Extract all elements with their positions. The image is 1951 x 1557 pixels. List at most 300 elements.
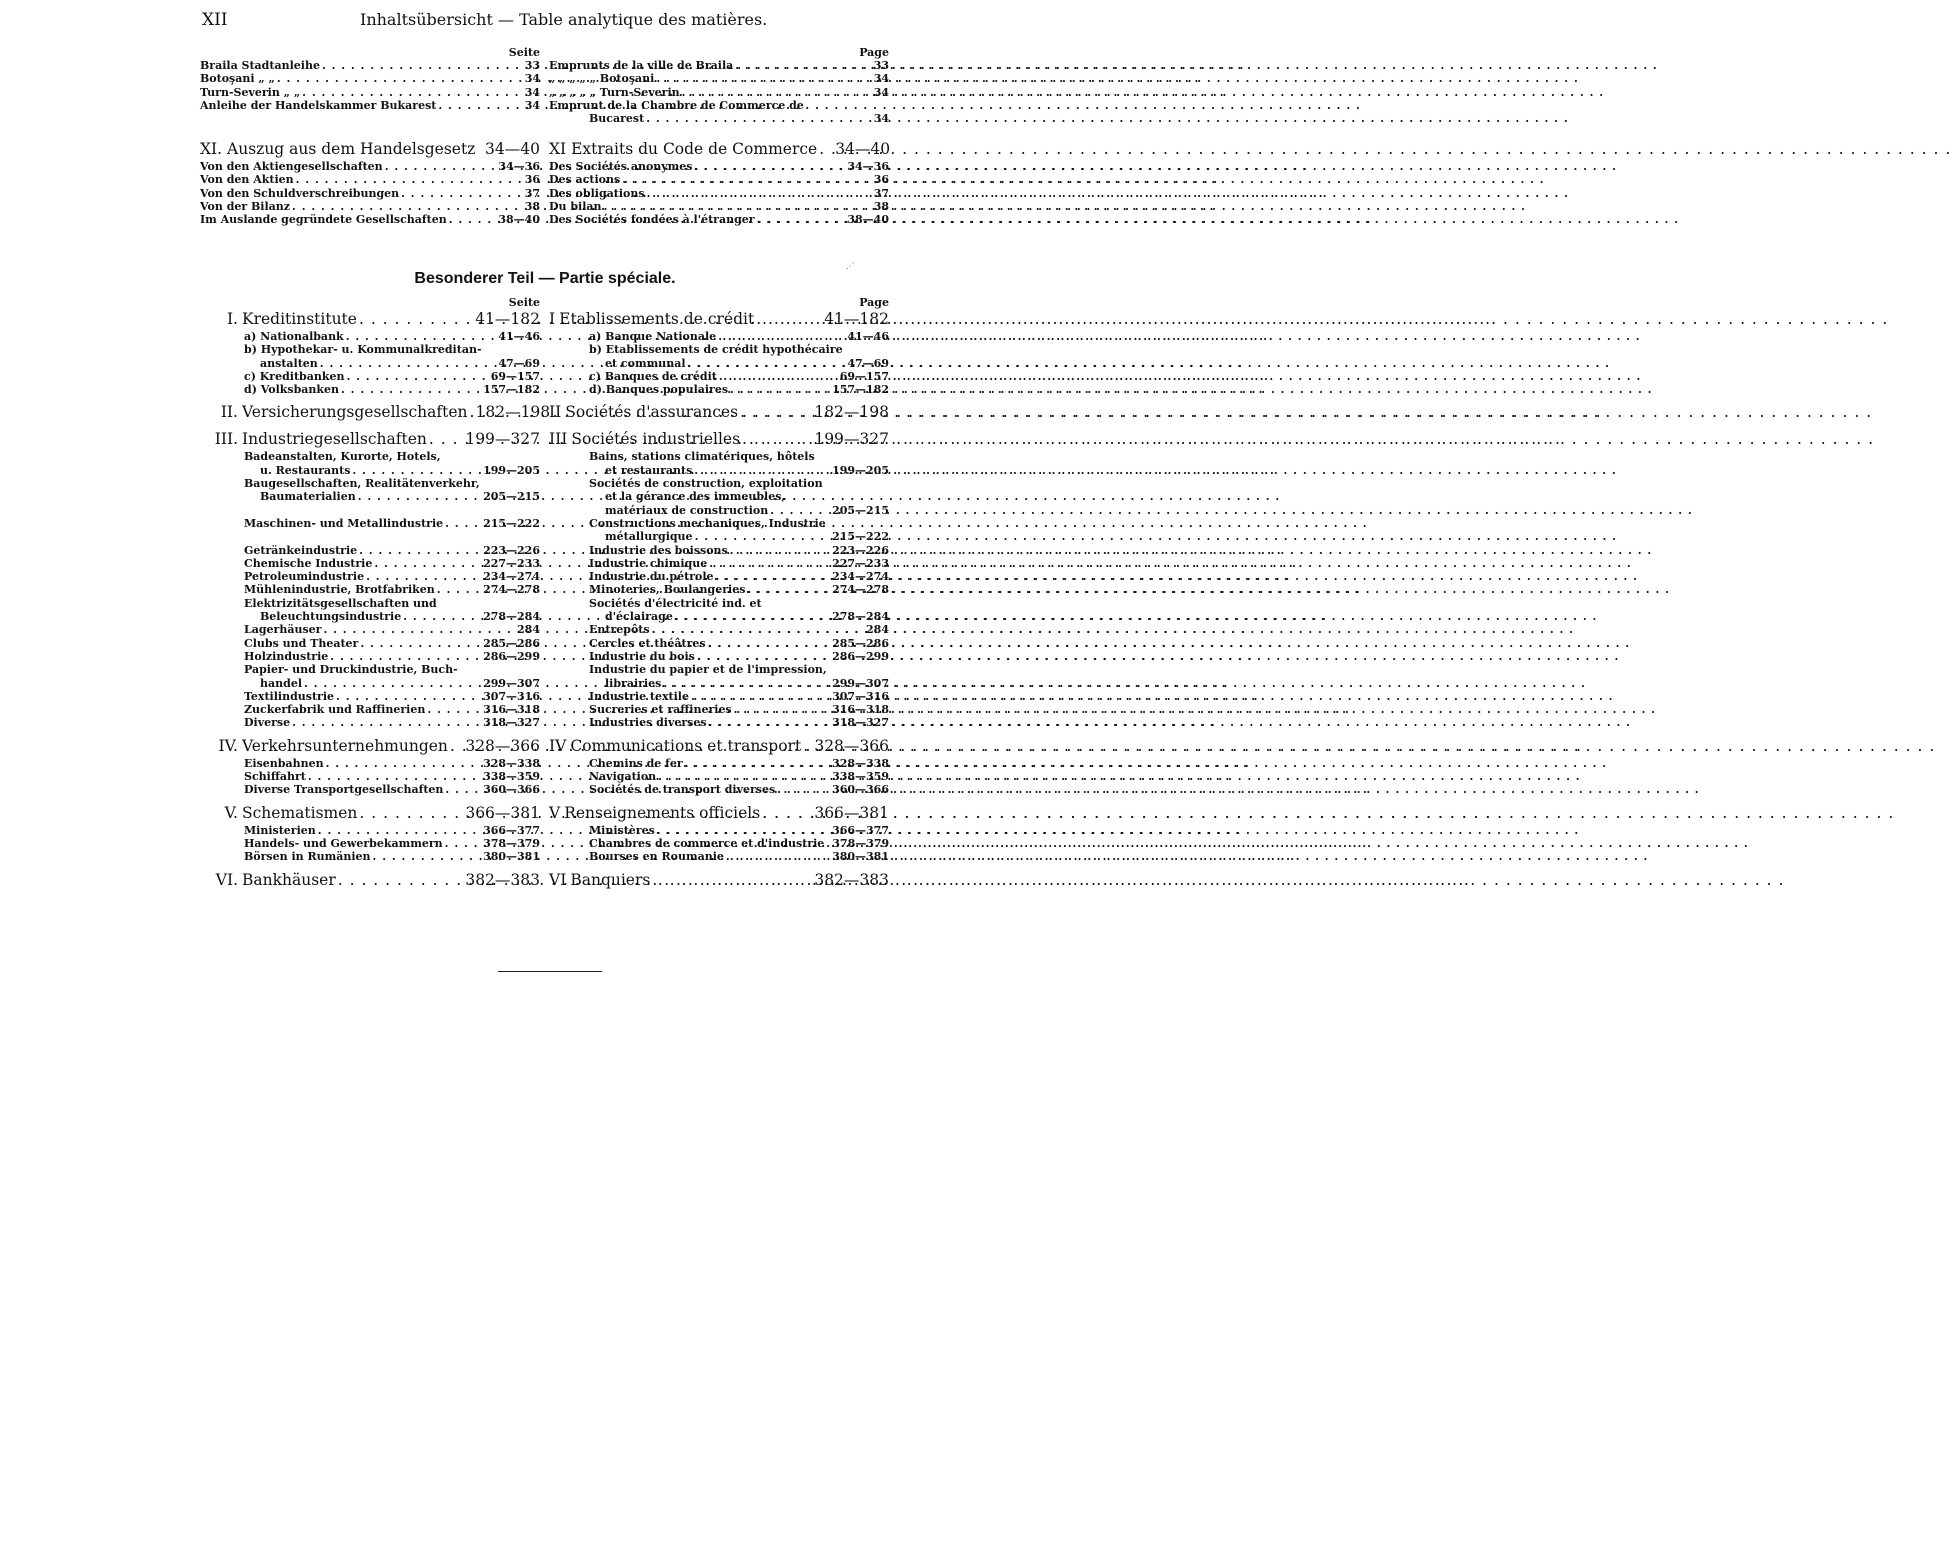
section-xi-heading-left: XI. Auszug aus dem Handelsgesetz 34—40 <box>200 140 540 158</box>
toc-entry <box>200 213 540 226</box>
toc-entry <box>244 583 540 596</box>
toc-entry <box>589 343 889 356</box>
section-number: I. <box>226 310 238 328</box>
section-heading <box>200 736 540 757</box>
section-entries <box>200 330 540 396</box>
dot-leader <box>604 200 872 213</box>
toc-entry-page: 47—69 <box>498 356 540 370</box>
toc-entry <box>589 464 889 477</box>
toc-entry-text: Cercles et théâtres <box>589 636 706 650</box>
toc-entry-text: et la gérance des immeubles, <box>605 490 786 504</box>
toc-entry <box>244 544 540 557</box>
toc-entry <box>589 504 889 517</box>
section-xi-right-entries <box>549 160 889 226</box>
toc-entry-text: et restaurants <box>605 463 693 477</box>
dot-leader <box>762 803 812 824</box>
toc-entry-page: 34—36 <box>847 160 889 173</box>
dot-leader <box>346 330 497 343</box>
toc-entry-page: 366—377 <box>483 823 540 837</box>
toc-entry <box>589 583 889 596</box>
toc-entry <box>244 557 540 570</box>
page-folio: XII <box>202 10 228 30</box>
toc-entry-text: d) Banques populaires <box>589 383 729 397</box>
section-number: II. <box>220 403 238 422</box>
section-title: Schematismen <box>242 803 358 822</box>
toc-entry-text: Chemins de fer <box>589 756 683 770</box>
toc-entry-text: Emprunt de la Chambre de Commerce de <box>549 98 804 112</box>
toc-entry-page: 360—366 <box>483 783 540 797</box>
toc-entry <box>244 370 540 383</box>
section-xi-right <box>549 139 889 226</box>
toc-entry-page: 223—226 <box>832 543 889 557</box>
dot-leader <box>685 757 830 770</box>
toc-entry <box>589 450 889 463</box>
section-title: Bankhäuser <box>242 870 336 889</box>
dot-leader <box>730 544 830 557</box>
toc-entry <box>589 370 889 383</box>
toc-entry-page: 380—381 <box>832 850 889 864</box>
section-heading <box>549 803 889 824</box>
toc-entry-page: 316—318 <box>483 703 540 717</box>
toc-entry <box>244 677 540 690</box>
toc-entry-page: 285—286 <box>483 636 540 650</box>
toc-entry <box>589 703 889 716</box>
section-number: V <box>549 803 561 822</box>
toc-entry-text: Von der Bilanz <box>200 199 291 213</box>
toc-entry-page: 34 <box>524 72 540 86</box>
toc-entry <box>589 716 889 729</box>
toc-entry <box>244 477 540 490</box>
toc-entry <box>244 850 540 863</box>
toc-entry-text: Industrie du bois <box>589 649 695 663</box>
toc-entry <box>244 770 540 783</box>
toc-entry-text: Sociétés d'électricité ind. et <box>589 596 762 610</box>
toc-entry-page: 307—316 <box>483 689 540 703</box>
toc-entry <box>589 557 889 570</box>
toc-entry-text: Mühlenindustrie, Brotfabriken <box>244 583 435 597</box>
toc-entry-text: Sociétés de transport diverses <box>589 783 776 797</box>
dot-leader <box>675 610 830 623</box>
section-pages: 182—198 <box>475 403 551 422</box>
dot-leader <box>374 557 481 570</box>
section-entries <box>549 330 889 396</box>
toc-entry-text: Ministères <box>589 823 655 837</box>
toc-entry-text: Industrie du pétrole <box>589 570 714 584</box>
toc-entry-text: Beleuchtungsindustrie <box>260 610 402 624</box>
dot-leader <box>292 716 481 729</box>
dot-leader <box>385 160 497 173</box>
toc-entry <box>549 160 889 173</box>
section-heading <box>549 429 889 450</box>
dot-leader <box>401 187 523 200</box>
section-heading <box>549 402 889 423</box>
toc-entry <box>549 86 889 99</box>
toc-entry-page: 318—327 <box>483 716 540 730</box>
toc-entry <box>244 650 540 663</box>
toc-entry-text: Du bilan <box>549 199 602 213</box>
special-part-heading: Besonderer Teil — Partie spéciale. <box>414 270 676 287</box>
toc-entry <box>244 570 540 583</box>
toc-entry-page: 36 <box>873 173 889 187</box>
toc-entry-text: Sucreries et raffineries <box>589 703 732 717</box>
dot-leader <box>826 837 830 850</box>
page-label-2: Page <box>859 296 889 309</box>
toc-entry-text: Textilindustrie <box>244 689 335 703</box>
toc-entry-text: Constructions mechaniques, Industrie <box>589 516 826 530</box>
toc-entry-page: 380—381 <box>483 850 540 864</box>
section-title: Banquiers <box>570 870 651 889</box>
toc-entry <box>244 690 540 703</box>
section-entries <box>549 757 889 797</box>
toc-entry-text: Maschinen- und Metallindustrie <box>244 516 444 530</box>
toc-entry-text: Industrie textile <box>589 689 689 703</box>
dot-leader <box>277 72 523 85</box>
dot-leader <box>716 570 831 583</box>
toc-entry-text: Botoşani „ „ <box>200 72 275 86</box>
toc-entry <box>200 72 540 85</box>
toc-entry-page: 215—222 <box>483 516 540 530</box>
toc-entry <box>589 330 889 343</box>
toc-entry <box>244 357 540 370</box>
dot-leader <box>663 677 830 690</box>
section-gap <box>549 891 889 897</box>
toc-entry <box>244 824 540 837</box>
section-heading <box>200 402 551 423</box>
toc-entry <box>200 173 540 186</box>
toc-entry <box>200 86 540 99</box>
section-title: Etablissements de crédit <box>559 310 755 328</box>
dot-leader <box>450 736 463 757</box>
toc-entry <box>589 570 889 583</box>
toc-entry <box>549 173 889 186</box>
section-pages: 366—381 <box>465 803 540 822</box>
toc-entry-page: 157—182 <box>483 383 540 397</box>
toc-entry-text: métallurgique <box>605 530 693 544</box>
toc-entry-text: Lagerhäuser <box>244 623 322 637</box>
toc-entry <box>589 610 889 623</box>
running-head <box>0 10 1090 36</box>
toc-entry-text: Turn-Severin „ „ <box>200 85 301 99</box>
dot-leader <box>338 870 464 891</box>
toc-entry-page: 234—274 <box>483 570 540 584</box>
dot-leader <box>318 824 481 837</box>
toc-entry-text: matériaux de construction <box>605 503 769 517</box>
toc-entry-page: 234—274 <box>832 570 889 584</box>
toc-entry <box>589 690 889 703</box>
part1-left <box>200 46 540 112</box>
special-left <box>200 296 551 897</box>
toc-entry-page: 37 <box>873 186 889 200</box>
section-title: Verkehrsunternehmungen <box>242 736 448 755</box>
dot-leader <box>657 824 830 837</box>
toc-entry-page: 34—36 <box>498 160 540 173</box>
toc-entry-page: 338—359 <box>483 770 540 784</box>
dot-leader <box>296 173 523 186</box>
toc-entry <box>589 383 889 396</box>
toc-entry <box>589 757 889 770</box>
toc-entry-page: 284 <box>517 623 540 637</box>
toc-entry-page: 338—359 <box>832 770 889 784</box>
dot-leader <box>437 583 481 596</box>
toc-entry-text: d) Volksbanken <box>244 383 340 397</box>
section-heading <box>200 429 540 450</box>
part1-left-entries <box>200 59 540 112</box>
toc-entry <box>589 637 889 650</box>
toc-entry-text: Des obligations <box>549 186 645 200</box>
toc-entry-text: Industrie des boissons <box>589 543 728 557</box>
section-entries <box>200 450 540 729</box>
toc-entry-page: 34 <box>873 85 889 99</box>
toc-entry-page: 33 <box>524 59 540 72</box>
toc-entry <box>589 837 889 850</box>
dot-leader <box>326 757 482 770</box>
toc-entry <box>244 343 540 356</box>
dot-leader <box>742 429 812 450</box>
toc-entry-text: a) Nationalbank <box>244 330 344 343</box>
toc-entry <box>589 677 889 690</box>
toc-entry-text: Baumaterialien <box>260 490 356 504</box>
toc-entry-text: c) Kreditbanken <box>244 369 345 383</box>
dot-leader <box>358 490 481 503</box>
dot-leader <box>622 173 872 186</box>
toc-entry-page: 227—233 <box>832 556 889 570</box>
section-number: VI <box>549 870 567 889</box>
dot-leader <box>308 770 481 783</box>
toc-entry-text: Des Sociétés fondées à l'étranger <box>549 213 755 227</box>
dot-leader <box>366 570 481 583</box>
dot-leader <box>302 86 523 99</box>
toc-entry-page: 360—366 <box>832 783 889 797</box>
section-number: VI. <box>215 870 238 889</box>
toc-entry-page: 34 <box>873 112 889 126</box>
toc-entry-page: 223—226 <box>483 543 540 557</box>
dot-leader <box>695 530 831 543</box>
dot-leader <box>336 690 481 703</box>
dot-leader <box>429 429 463 450</box>
toc-entry-page: 284 <box>866 623 889 637</box>
toc-entry-text: Bucarest <box>589 112 645 126</box>
toc-entry <box>589 650 889 663</box>
toc-entry-text: handel <box>260 676 302 690</box>
toc-entry-text: Eisenbahnen <box>244 756 324 770</box>
toc-entry-page: 227—233 <box>483 556 540 570</box>
toc-entry-text: Von den Aktien <box>200 173 294 187</box>
toc-entry-text: „ „ „ „ „ Turn-Severin <box>549 85 680 99</box>
toc-entry-page: 215—222 <box>832 530 889 544</box>
toc-entry-text: b) Etablissements de crédit hypothécaire <box>589 343 843 357</box>
section-heading <box>549 309 889 330</box>
toc-entry-text: Entrepôts <box>589 623 650 637</box>
toc-entry-page: 69—157 <box>839 369 889 383</box>
toc-entry-page: 34 <box>873 72 889 86</box>
toc-entry-text: Des Sociétés anonymes <box>549 160 693 173</box>
toc-entry <box>200 99 540 112</box>
toc-entry-page: 34 <box>524 98 540 112</box>
toc-entry <box>549 112 889 125</box>
section-gap <box>200 891 540 897</box>
toc-entry-text: Braila Stadtanleihe <box>200 59 320 72</box>
section-xi-left <box>200 139 540 226</box>
toc-entry-text: Industrie chimique <box>589 556 708 570</box>
part1-right-entries <box>549 59 889 125</box>
dot-leader <box>330 650 481 663</box>
toc-entry-page: 41—46 <box>847 330 889 343</box>
toc-entry-page: 36 <box>524 173 540 187</box>
toc-entry-text: Von den Aktiengesellschaften <box>200 160 383 173</box>
toc-entry <box>244 464 540 477</box>
toc-entry-page: 286—299 <box>483 649 540 663</box>
section-title: Versicherungsgesellschaften <box>242 403 468 422</box>
dot-leader <box>730 383 830 396</box>
toc-entry <box>200 187 540 200</box>
seite-label: Seite <box>508 46 540 59</box>
special-right <box>549 296 889 897</box>
toc-entry <box>244 637 540 650</box>
dot-leader <box>403 610 481 623</box>
dot-leader <box>449 213 497 226</box>
toc-entry-text: a) Banque Nationale <box>589 330 717 343</box>
section-title: Sociétés industrielles <box>571 430 741 449</box>
section-heading <box>549 736 889 757</box>
toc-entry <box>589 770 889 783</box>
toc-entry <box>244 757 540 770</box>
section-title: Industriegesellschaften <box>242 430 427 449</box>
toc-entry <box>244 330 540 343</box>
dot-leader <box>658 770 830 783</box>
dot-leader <box>652 623 864 636</box>
toc-entry <box>244 703 540 716</box>
section-pages: 41—182 <box>824 310 889 328</box>
toc-entry-text: Sociétés de construction, exploitation <box>589 477 823 491</box>
toc-entry-page: 328—338 <box>832 756 889 770</box>
toc-entry-text: c) Banques de crédit <box>589 369 717 383</box>
toc-entry <box>200 160 540 173</box>
toc-entry-page: 69—157 <box>490 369 540 383</box>
toc-entry-page: 274—278 <box>832 583 889 597</box>
section-xi-heading-right: XI Extraits du Code de Commerce . . . 34—40 <box>549 139 889 160</box>
toc-entry <box>589 357 889 370</box>
dot-leader <box>747 583 830 596</box>
dot-leader <box>323 623 515 636</box>
dot-leader <box>803 736 812 757</box>
toc-entry-text: Diverse <box>244 716 291 730</box>
dot-leader <box>341 383 481 396</box>
toc-entry-page: 33 <box>873 59 889 72</box>
toc-entry-text: et communal <box>605 356 686 370</box>
toc-entry-page: 366—377 <box>832 823 889 837</box>
toc-entry-page: 38 <box>524 199 540 213</box>
section-number: III <box>549 430 568 449</box>
toc-entry <box>549 99 889 112</box>
section-title: Kreditinstitute <box>242 310 357 328</box>
toc-entry <box>549 59 889 72</box>
dot-leader <box>726 850 830 863</box>
section-heading <box>200 309 540 330</box>
toc-entry-page: 378—379 <box>832 836 890 850</box>
toc-entry-page: 41—46 <box>498 330 540 343</box>
section-heading <box>200 803 540 824</box>
section-pages: 199—327 <box>814 430 889 449</box>
toc-entry-page: 299—307 <box>483 676 540 690</box>
toc-entry <box>589 824 889 837</box>
toc-entry <box>200 200 540 213</box>
toc-entry-text: Ministerien <box>244 823 316 837</box>
toc-entry-text: Zuckerfabrik und Raffinerien <box>244 703 426 717</box>
toc-entry <box>549 187 889 200</box>
dot-leader <box>682 86 872 99</box>
toc-entry-text: Minoteries, Boulangeries <box>589 583 746 597</box>
toc-entry-text: anstalten <box>260 356 318 370</box>
dot-leader <box>718 330 845 343</box>
toc-entry-page: 274—278 <box>483 583 540 597</box>
toc-entry-text: Holzindustrie <box>244 649 329 663</box>
section-entries <box>200 757 540 797</box>
toc-entry-page: 199—205 <box>483 463 540 477</box>
section-pages: 41—182 <box>475 310 540 328</box>
dot-leader <box>734 703 830 716</box>
dot-leader <box>688 357 846 370</box>
dot-leader <box>695 160 846 173</box>
toc-entry <box>589 517 889 530</box>
toc-entry-page: 38 <box>873 199 889 213</box>
toc-entry-text: Börsen in Rumänien <box>244 850 371 864</box>
section-number: II <box>549 403 562 422</box>
section-number: IV <box>549 736 567 755</box>
dot-leader <box>756 309 822 330</box>
section-number: V. <box>224 803 238 822</box>
special-left-entries <box>200 309 551 897</box>
dot-leader <box>708 637 830 650</box>
closing-rule <box>498 971 602 972</box>
toc-entry <box>244 623 540 636</box>
toc-entry-page: 47—69 <box>847 356 889 370</box>
toc-entry-text: u. Restaurants <box>260 463 351 477</box>
section-heading <box>200 870 540 891</box>
dot-leader <box>320 357 497 370</box>
dot-leader <box>777 783 830 796</box>
dot-leader <box>360 637 481 650</box>
dot-leader <box>691 690 830 703</box>
dot-leader <box>647 187 872 200</box>
dot-leader <box>346 370 488 383</box>
section-entries <box>549 450 889 729</box>
toc-entry-text: Handels- und Gewerbekammern <box>244 836 443 850</box>
toc-entry <box>589 490 889 503</box>
toc-entry <box>244 597 540 610</box>
toc-entry-page: 307—316 <box>832 689 889 703</box>
toc-entry <box>589 544 889 557</box>
toc-entry-text: Im Auslande gegründete Gesellschaften <box>200 213 447 227</box>
toc-entry-text: Industrie du papier et de l'impression, <box>589 663 827 677</box>
toc-entry-text: librairies <box>605 676 662 690</box>
toc-entry <box>549 72 889 85</box>
toc-entry-text: Chemische Industrie <box>244 556 373 570</box>
toc-entry-page: 299—307 <box>832 676 889 690</box>
dot-leader <box>359 803 463 824</box>
toc-entry-page: 278—284 <box>832 610 889 624</box>
dot-leader <box>697 650 830 663</box>
special-right-entries <box>549 309 889 897</box>
dot-leader <box>709 716 831 729</box>
section-number: III. <box>214 430 238 449</box>
toc-entry-page: 157—182 <box>832 383 889 397</box>
toc-entry <box>244 504 540 517</box>
dot-leader <box>322 59 523 72</box>
toc-entry-text: Bourses en Roumanie <box>589 850 724 864</box>
section-number: IV. <box>218 736 238 755</box>
dot-leader <box>719 370 838 383</box>
toc-entry <box>244 530 540 543</box>
